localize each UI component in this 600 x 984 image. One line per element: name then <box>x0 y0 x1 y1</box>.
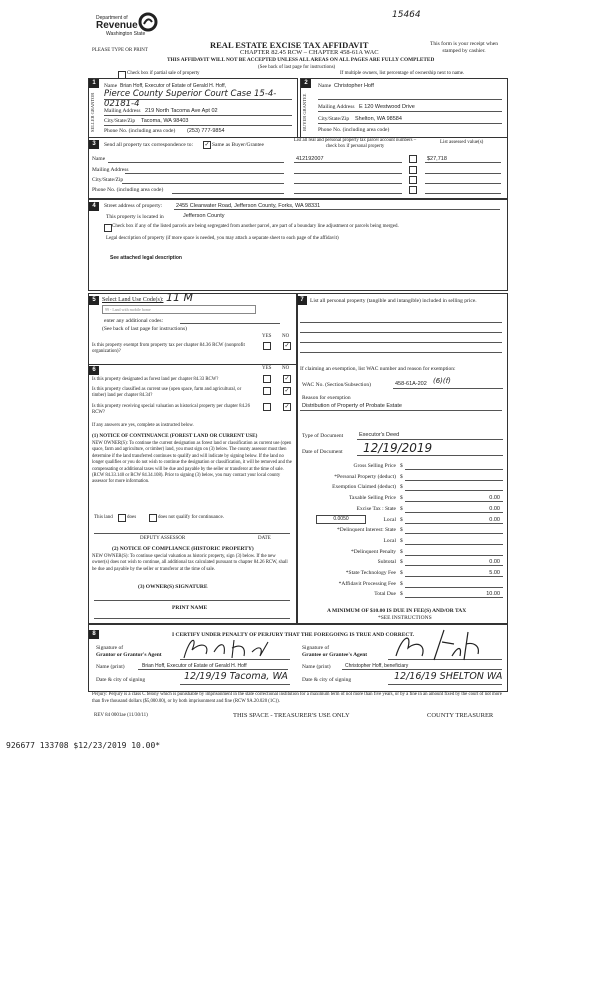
tax-row-currency: $ <box>400 570 403 576</box>
does-checkbox[interactable] <box>118 514 126 522</box>
section-1-number: 1 <box>89 79 99 88</box>
same-as-buyer-label: Same as Buyer/Grantee <box>212 142 264 148</box>
assessed-value[interactable]: $27,718 <box>427 156 447 162</box>
tax-row-line <box>405 544 503 545</box>
located-label: This property is located in <box>106 214 164 220</box>
notice2-title: (2) NOTICE OF COMPLIANCE (HISTORIC PROPERTY) <box>112 546 254 552</box>
land-use-code-handwritten: 11 M <box>166 291 193 304</box>
legal-description-label: Legal description of property (if more space is needed, you may attach a separate sheet to each page of the affidavit) <box>106 236 339 241</box>
tax-row-currency: $ <box>400 537 403 544</box>
tax-row-line <box>405 587 503 588</box>
historic-question: Is this property receiving special valuation as historical property per chapter 84.26 RCW? <box>92 404 250 415</box>
exempt-question: Is this property exempt from property tax per chapter 84.36 RCW (nonprofit organization)? <box>92 343 245 354</box>
tax-row-label: *Affidavit Processing Fee <box>338 580 396 587</box>
notice1-body: NEW OWNER(S): To continue the current designation as forest land or classification as current use (open space, farm and agriculture, or timber) land, you must sign on (3) below. The county assessor must then determine if the land transferred continues to qualify and will indicate by signing below. If the land no longer qualifies or you do not wish to continue the designation or classification, it will be removed and the compensating or additional taxes will be due and payable by the seller or transferor at the time of sale. (RCW 84.33.140 or RCW 84.34.108). Prior to signing (3) below, you may contact your local county assessor for more information. <box>92 441 292 485</box>
tax-row-line <box>405 533 503 534</box>
tax-row-currency: $ <box>400 559 403 566</box>
dept-line2: Revenue <box>96 20 138 31</box>
warning-text: THIS AFFIDAVIT WILL NOT BE ACCEPTED UNLESS ALL AREAS ON ALL PAGES ARE FULLY COMPLETED <box>167 57 435 63</box>
reason-label: Reason for exemption <box>302 395 351 401</box>
seller-phone-label: Phone No. (including area code) <box>104 128 176 134</box>
multiple-owners-note: If multiple owners, list percentage of ownership next to name. <box>340 71 465 76</box>
parcel-header: List all real and personal property tax parcel account numbers – check box if personal property <box>293 138 417 149</box>
tax-row-currency: $ <box>400 463 403 469</box>
section-4-number: 4 <box>89 202 99 211</box>
historic-yes-checkbox[interactable] <box>263 403 271 411</box>
assessed-header: List assessed value(s) <box>440 140 484 145</box>
seller-name-handwritten: Pierce County Superior Court Case 15-4-02181-4 <box>104 89 277 109</box>
additional-codes-label: enter any additional codes: <box>104 318 164 324</box>
tax-row-label: *Delinquent Penalty <box>350 548 396 555</box>
parcel-number-value[interactable]: 412192007 <box>296 156 324 162</box>
tax-row-line <box>405 512 503 513</box>
buyer-address-label: Mailing Address <box>318 104 355 110</box>
current-use-yes-checkbox[interactable] <box>263 387 271 395</box>
tax-row-currency: $ <box>400 505 403 512</box>
tax-row-line <box>405 469 503 470</box>
minimum-due-note: A MINIMUM OF $10.00 IS DUE IN FEE(S) AND/OR TAX <box>327 608 467 614</box>
s6-no-header: NO <box>282 366 290 371</box>
notice1-title: (1) NOTICE OF CONTINUANCE (FOREST LAND OR CURRENT USE) <box>92 433 258 439</box>
section-4-box <box>88 199 508 291</box>
buyer-phone-label: Phone No. (including area code) <box>318 127 390 133</box>
receipt-line: 926677 133708 $12/23/2019 10.00* <box>6 741 161 750</box>
grantee-date-handwritten: 12/16/19 SHELTON WA <box>394 671 503 682</box>
tax-row-currency: $ <box>400 484 403 491</box>
doc-date-handwritten: 12/19/2019 <box>363 441 433 455</box>
tax-row-label: Taxable Selling Price <box>349 495 396 502</box>
section-3-number: 3 <box>89 140 99 149</box>
tax-row-currency: $ <box>400 495 403 502</box>
buyer-city-value[interactable]: Shelton, WA 98584 <box>355 116 402 122</box>
grantor-signature-label: Signature of <box>96 645 124 651</box>
exempt-no-checkbox[interactable]: ✓ <box>284 343 290 349</box>
tax-row-label: *State Technology Fee <box>345 570 396 576</box>
seller-phone-value[interactable]: (253) 777-9854 <box>187 128 225 134</box>
seller-name-value[interactable]: Brian Hoff, Executor of Estate of Gerald H. Hoff, <box>120 83 226 89</box>
form-title: REAL ESTATE EXCISE TAX AFFIDAVIT <box>210 40 369 50</box>
tax-row-label: *Personal Property (deduct) <box>334 473 396 480</box>
buyer-address-value[interactable]: E 120 Westwood Drive <box>359 104 415 110</box>
tax-row-currency: $ <box>400 473 403 480</box>
seller-address-label: Mailing Address <box>104 108 141 114</box>
doc-type-value[interactable]: Executor's Deed <box>359 432 400 438</box>
grantee-signature-label: Signature of <box>302 645 330 651</box>
receipt-note: This form is your receipt when stamped by cashier. <box>430 41 498 54</box>
street-value[interactable]: 2455 Clearwater Road, Jefferson County, Forks, WA 98331 <box>176 203 321 209</box>
buyer-name-value[interactable]: Christopher Hoff <box>334 83 374 89</box>
parcel-4-personal-checkbox[interactable] <box>409 186 417 194</box>
see-attached-legal: See attached legal description <box>110 255 182 261</box>
treasurer-use-only: THIS SPACE - TREASURER'S USE ONLY <box>233 712 350 719</box>
perjury-notice: Perjury: Perjury is a class C felony which is punishable by imprisonment in the state correctional institution for a maximum term of not more than five years, or by a fine in an amount fixed by the court of not more than five thousand dollars ($5,000.00), or by both imprisonment and fine (RCW 9A.20.020 (1C)). <box>92 692 502 704</box>
section-7-number: 7 <box>297 296 307 305</box>
please-type: PLEASE TYPE OR PRINT <box>92 48 148 53</box>
grantee-name-value[interactable]: Christopher Hoff, beneficiary <box>345 663 409 669</box>
corr-mailing-label: Mailing Address <box>92 167 129 173</box>
tax-row-value[interactable]: 0.00 <box>489 505 500 512</box>
segregated-label: Check box if any of the listed parcels are being segregated from another parcel, are part of a boundary line adjustment or parcels being merged. <box>112 224 399 229</box>
dept-line1: Department of <box>96 15 128 21</box>
grantor-name-label: Name (print) <box>96 664 125 670</box>
notice2-body: NEW OWNER(S): To continue special valuation as historic property, sign (3) below. If the new owner(s) does not wish to continue, all additional tax calculated pursuant to chapter 84.26 RCW, shall be due and payable by the seller or transferor at the time of sale. <box>92 554 288 572</box>
grantor-name-value[interactable]: Brian Hoff, Executor of Estate of Gerald H. Hoff <box>142 663 247 669</box>
see-instructions-note: *SEE INSTRUCTIONS <box>378 615 432 621</box>
tax-row-line <box>405 490 503 491</box>
personal-property-label: List all personal property (tangible and intangible) included in selling price. <box>310 298 477 304</box>
s5-no-header: NO <box>282 334 290 339</box>
tax-row-label: Subtotal <box>377 559 396 566</box>
certify-statement: I CERTIFY UNDER PENALTY OF PERJURY THAT THE FOREGOING IS TRUE AND CORRECT. <box>172 632 415 638</box>
county-treasurer-label: COUNTY TREASURER <box>427 712 494 719</box>
same-as-buyer-checkbox[interactable]: ✓ <box>204 142 210 148</box>
tax-row-currency: $ <box>400 548 403 555</box>
tax-row-label: *Delinquent Interest: State <box>337 527 396 534</box>
tax-row-label: Local <box>383 516 396 523</box>
tax-row-currency: $ <box>400 580 403 587</box>
date-label: DATE <box>258 536 271 541</box>
forest-yes-checkbox[interactable] <box>263 375 271 383</box>
tax-row-label: Local <box>383 537 396 544</box>
land-use-label: Select Land Use Code(s): <box>102 297 164 303</box>
section-2-number: 2 <box>301 79 311 88</box>
doc-date-label: Date of Document <box>302 449 343 455</box>
grantee-signature[interactable] <box>388 626 488 664</box>
land-use-select[interactable]: 99 - Land with mobile home <box>102 305 256 314</box>
does-not-checkbox[interactable] <box>149 514 157 522</box>
tax-row-currency: $ <box>400 516 403 523</box>
see-back-note: (See back of last page for instructions) <box>258 65 336 70</box>
wac-label: WAC No. (Section/Subsection) <box>302 382 371 388</box>
section-5-number: 5 <box>89 296 99 305</box>
seller-address-value[interactable]: 219 North Tacoma Ave Apt 02 <box>145 108 218 114</box>
seller-city-label: City/State/Zip <box>104 118 136 124</box>
doc-type-label: Type of Document <box>302 433 344 439</box>
s6-yes-header: YES <box>262 366 272 371</box>
does-not-label: does not qualify for continuance. <box>158 515 224 520</box>
section-6-number: 6 <box>89 366 99 375</box>
grantor-date-label: Date & city of signing <box>96 677 146 683</box>
parcel-3-personal-checkbox[interactable] <box>409 176 417 184</box>
this-land-label: This land <box>94 515 113 520</box>
section-8-number: 8 <box>89 630 99 639</box>
wac-value[interactable]: 458-61A-202 <box>395 381 427 387</box>
owner-signature-label: (3) OWNER(S) SIGNATURE <box>138 584 208 590</box>
form-subtitle: CHAPTER 82.45 RCW – CHAPTER 458-61A WAC <box>240 49 379 56</box>
corr-city-label: City/State/Zip <box>92 177 124 183</box>
if-yes-instruction: If any answers are yes, complete as instructed below. <box>92 423 194 428</box>
reason-value[interactable]: Distribution of Property of Probate Estate <box>302 403 402 409</box>
stamp-number: 15464 <box>392 10 421 20</box>
corr-name-label: Name <box>92 156 106 162</box>
parcel-2-personal-checkbox[interactable] <box>409 166 417 174</box>
buyer-side-label: BUYER GRANTEE <box>302 93 307 131</box>
grantor-date-handwritten: 12/19/19 Tacoma, WA <box>184 671 288 682</box>
s5-yes-header: YES <box>262 334 272 339</box>
tax-row-value[interactable]: 0.00 <box>489 516 500 523</box>
section5-see-back: (See back of last page for instructions) <box>102 326 187 332</box>
tax-row-label: Gross Selling Price <box>353 463 396 469</box>
rev-number: REV 84 0001ae (11/30/11) <box>94 713 148 718</box>
current-use-question: Is this property classified as current use (open space, farm and agricultural, or timber) land per chapter 84.34? <box>92 387 242 398</box>
correspondence-label: Send all property tax correspondence to: <box>104 142 194 148</box>
tax-row-line <box>405 565 503 566</box>
parcel-1-personal-checkbox[interactable] <box>409 155 417 163</box>
located-value[interactable]: Jefferson County <box>183 213 225 219</box>
grantee-name-label: Name (print) <box>302 664 331 670</box>
tax-row-line <box>405 480 503 481</box>
tax-row-line <box>405 523 503 524</box>
partial-sale-label: Check box if partial sale of property <box>127 71 200 76</box>
tax-row-line <box>405 501 503 502</box>
grantor-agent-label: Grantor or Grantor's Agent <box>96 652 162 658</box>
deputy-assessor-label: DEPUTY ASSESSOR <box>140 536 186 541</box>
print-name-label: PRINT NAME <box>172 605 208 611</box>
buyer-city-label: City/State/Zip <box>318 116 350 122</box>
exemption-claim-label: If claiming an exemption, list WAC number and reason for exemption: <box>300 366 456 372</box>
seller-name-label: Name <box>104 83 118 89</box>
forest-no-checkbox[interactable]: ✓ <box>284 376 290 382</box>
tax-row-value[interactable]: 0.00 <box>489 559 500 566</box>
buyer-name-label: Name <box>318 83 332 89</box>
tax-row-value[interactable]: 0.00 <box>489 495 500 502</box>
tax-row-currency: $ <box>400 591 403 598</box>
grantee-agent-label: Grantee or Grantee's Agent <box>302 652 368 658</box>
does-label: does <box>127 515 137 520</box>
wac-subsection-handwritten: (6)(f) <box>433 377 451 385</box>
corr-phone-label: Phone No. (including area code) <box>92 187 164 193</box>
tax-row-currency: $ <box>400 527 403 534</box>
local-rate-box[interactable]: 0.0050 <box>316 515 366 524</box>
grantee-date-label: Date & city of signing <box>302 677 352 683</box>
forest-question: Is this property designated as forest land per chapter 84.33 RCW? <box>92 377 219 382</box>
wa-seal-icon <box>138 12 158 32</box>
tax-row-value[interactable]: 5.00 <box>489 570 500 576</box>
seller-city-value[interactable]: Tacoma, WA 98403 <box>141 118 189 124</box>
tax-row-label: Exemption Claimed (deduct) <box>332 484 396 491</box>
current-use-no-checkbox[interactable]: ✓ <box>284 388 290 394</box>
tax-row-line <box>405 555 503 556</box>
street-label: Street address of property: <box>104 203 163 209</box>
seller-side-label: SELLER GRANTOR <box>90 92 95 132</box>
tax-row-line <box>405 597 503 598</box>
dept-line3: Washington State <box>106 31 146 37</box>
tax-row-value[interactable]: 10.00 <box>486 591 500 598</box>
grantor-signature[interactable] <box>180 632 280 662</box>
tax-row-label: Total Due <box>374 591 396 598</box>
tax-row-label: Excise Tax : State <box>356 505 396 512</box>
historic-no-checkbox[interactable]: ✓ <box>284 404 290 410</box>
tax-row-line <box>405 576 503 577</box>
segregated-checkbox[interactable] <box>104 224 112 232</box>
exempt-yes-checkbox[interactable] <box>263 342 271 350</box>
